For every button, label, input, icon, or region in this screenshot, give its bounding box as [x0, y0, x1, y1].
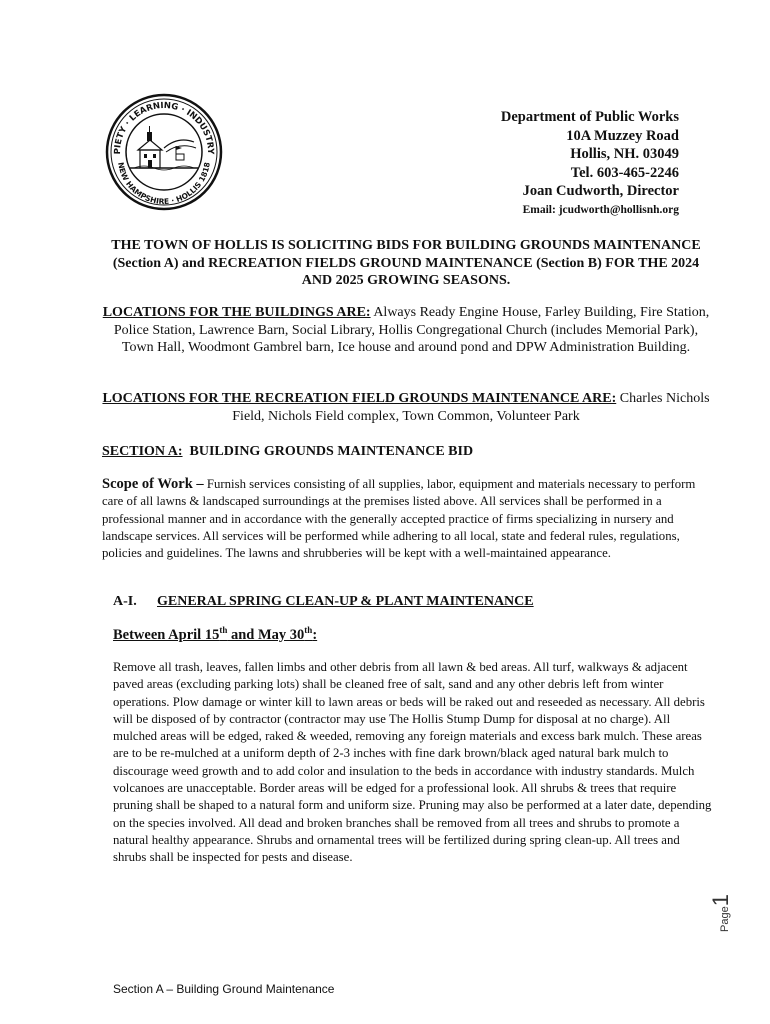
date-range-end: and May 30 [227, 626, 305, 643]
section-a-heading [102, 444, 473, 460]
scope-lead: Scope of Work – [102, 476, 204, 492]
spring-cleanup-body: Remove all trash, leaves, fallen limbs and other debris from all lawn & bed areas. All turf, walkways & adjacent paved areas (excluding parking lots) shall be cleaned free of salt, sand and any other debris left from winter operations. Plow damage or winter kill to lawn areas or beds will be raked out and reseeded as necessary. All debris will be disposed of by contractor (contractor may use The Hollis Stump Dump for disposal at no charge). All mulched areas will be edged, raked & weeded, removing any foreign materials and excess bark mulch. These areas are to be re-mulched at a uniform depth of 2-3 inches with fine dark brown/black aged natural bark mulch to discourage weed growth and to add color and insulation to the beds in accordance with industry standards. Mulch volcanoes are unacceptable. Border areas will be edged for a professional look. All shrubs & trees that require pruning shall be shaped to a natural form and uniform size. Pruning may also be performed at a later date, depending on the species involved. All dead and broken branches shall be removed from all trees and shrubs to promote a natural healthy appearance. Shrubs and ornamental trees will be fertilized during spring clean-up. All trees and shrubs shall be inspected for pests and disease. [113, 660, 712, 865]
scope-text: Furnish services consisting of all supplies, labor, equipment and materials necessary to perform care of all lawns & landscaped surroundings at the premises listed above. All services shall be performed in a professional manner and in accordance with the generally accepted practice of firms specializing in nursery and landscape services. All services will be performed while adhering to all local, state and federal rules, regulations, policies and guidelines. The lawns and shrubberies will be kept with a well-maintained appearance. [102, 477, 696, 561]
date-range-start: Between April 15 [113, 626, 220, 643]
department-name: Department of Public Works [500, 109, 679, 125]
page-footer: Section A – Building Ground Maintenance [113, 982, 335, 996]
recreation-label: LOCATIONS FOR THE RECREATION FIELD GROUNDS MAINTENANCE ARE: [102, 391, 617, 406]
a1-title: GENERAL SPRING CLEAN-UP & PLANT MAINTENANCE [157, 594, 534, 609]
section-a-label: SECTION A: [102, 444, 183, 459]
department-header [501, 108, 679, 219]
section-a-title: BUILDING GROUNDS MAINTENANCE BID [182, 444, 474, 459]
buildings-text: Always Ready Engine House, Farley Building, Fire Station, Police Station, Lawrence Barn, Social Library, Hollis Congregational Church (includes Memorial Park), Town Hall, Woodmont Gambrel barn, Ice house and around pond and DPW Administration Building. [113, 305, 710, 355]
document-title: THE TOWN OF HOLLIS IS SOLICITING BIDS FOR BUILDING GROUNDS MAINTENANCE (Section A) and RECREATION FIELDS GROUND MAINTENANCE (Section B) FOR THE 2024 AND 2025 GROWING SEASONS. [111, 238, 701, 288]
recreation-locations [100, 390, 712, 425]
date-range-sup-2: th [304, 625, 313, 635]
page-label: Page [718, 906, 731, 932]
page-number-value: 1 [707, 894, 733, 907]
seal-building-icon [130, 126, 198, 170]
town-seal [104, 92, 224, 212]
buildings-locations [100, 304, 712, 357]
a1-number: A-I. [113, 594, 137, 609]
seal-top-text: PIETY · LEARNING · INDUSTRY [112, 100, 216, 155]
date-range-heading [113, 625, 317, 644]
department-city: Hollis, NH. 03049 [570, 146, 679, 162]
department-address: 10A Muzzey Road [566, 127, 679, 144]
seal-bottom-text: NEW HAMPSHIRE · HOLLIS 1818 [116, 161, 212, 207]
a1-heading [113, 594, 534, 610]
scope-of-work [102, 476, 712, 562]
buildings-label: LOCATIONS FOR THE BUILDINGS ARE: [102, 305, 371, 320]
page-number [707, 880, 742, 940]
recreation-text: Charles Nichols Field, Nichols Field complex, Town Common, Volunteer Park [232, 391, 710, 424]
date-range-sup-1: th [219, 625, 228, 635]
department-phone: Tel. 603-465-2246 [570, 164, 679, 181]
date-range-colon: : [312, 626, 318, 643]
department-director: Joan Cudworth, Director [522, 183, 679, 199]
department-email: Email: jcudworth@hollisnh.org [522, 203, 679, 216]
